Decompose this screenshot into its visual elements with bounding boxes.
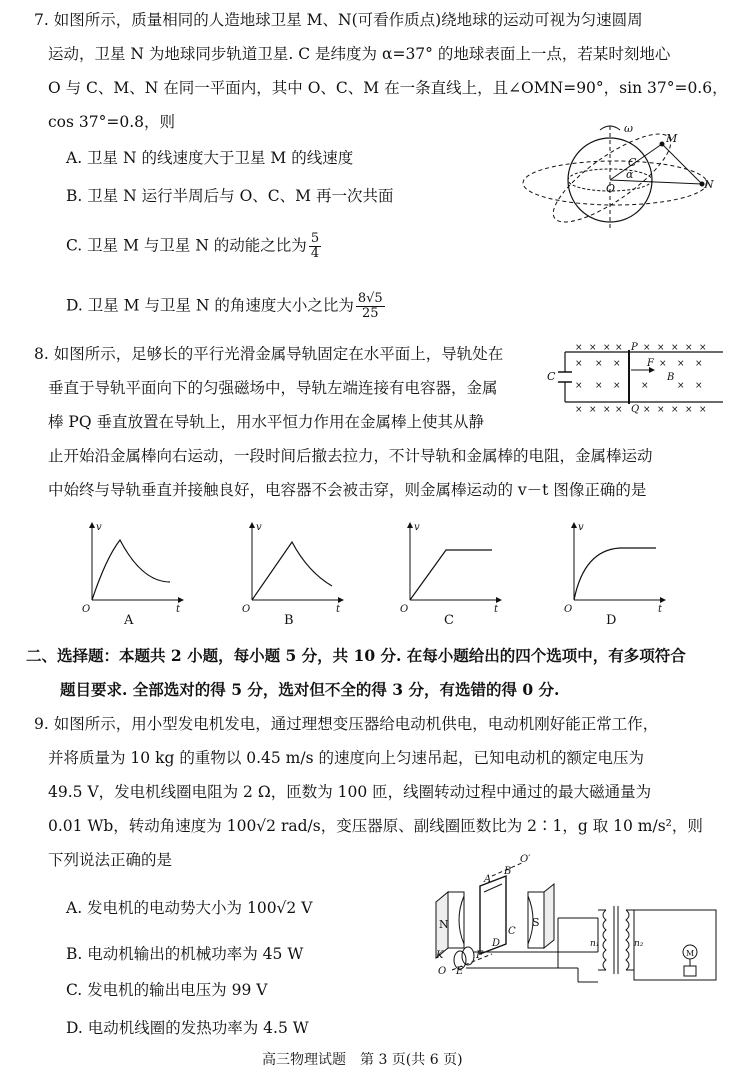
graph-c-label: C: [444, 613, 454, 628]
svg-text:×: ×: [589, 343, 597, 353]
q8-line-4: 止开始沿金属棒向右运动，一段时间后撤去拉力，不计导轨和金属棒的电阻，金属棒运动: [48, 447, 653, 465]
graph-a-curve: [92, 540, 170, 600]
svg-text:×: ×: [677, 381, 685, 391]
line-on: [610, 180, 702, 184]
q7-option-c-numerator: 5: [310, 231, 320, 246]
q7-option-c-text: C. 卫星 M 与卫星 N 的动能之比为: [66, 236, 307, 255]
label-k: K: [436, 950, 444, 961]
svg-text:×: ×: [671, 343, 679, 353]
graph-c-origin: O: [400, 604, 409, 615]
q9-line-3: 49.5 V，发电机线圈电阻为 2 Ω，匝数为 100 匝，线圈转动过程中通过的最大磁通量为: [48, 783, 652, 801]
m-label: M: [666, 132, 678, 145]
graph-a-label: A: [124, 613, 134, 628]
svg-text:×: ×: [699, 405, 707, 415]
q7-option-d-text: D. 卫星 M 与卫星 N 的角速度大小之比为: [66, 296, 354, 315]
n-label: N: [704, 178, 714, 191]
q9-line-4: 0.01 Wb，转动角速度为 100√2 rad/s，变压器原、副线圈匝数比为 2∶1，g 取 10 m/s²，则: [48, 817, 703, 835]
q7-line-2: 运动，卫星 N 为地球同步轨道卫星. C 是纬度为 α=37° 的地球表面上一点，若某时刻地心: [48, 45, 671, 63]
force-label: F: [647, 358, 654, 369]
label-n2: n₂: [634, 939, 644, 949]
weight: [684, 966, 696, 976]
q7-orbit-figure: [520, 120, 720, 230]
svg-text:×: ×: [575, 381, 583, 391]
capacitor-label: C: [547, 370, 556, 383]
orbit-m: [542, 120, 682, 236]
svg-text:×: ×: [695, 359, 703, 369]
svg-text:×: ×: [699, 343, 707, 353]
graph-b-v-label: v: [256, 522, 262, 533]
alpha-label: α: [626, 168, 634, 181]
label-a: A: [484, 874, 492, 885]
q7-option-a: A. 卫星 N 的线速度大于卫星 M 的线速度: [66, 149, 354, 167]
q7-option-d-fraction: [356, 292, 385, 321]
label-motor: M: [686, 949, 695, 958]
graph-b-label: B: [284, 613, 294, 628]
field-label: B: [667, 372, 675, 383]
q9-line-1: 9. 如图所示，用小型发电机发电，通过理想变压器给电动机供电，电动机刚好能正常工作，: [34, 715, 659, 733]
graph-b-curve: [252, 542, 332, 600]
graph-b-t-label: t: [336, 604, 341, 615]
graph-a-t-label: t: [176, 604, 181, 615]
label-o: O: [438, 966, 447, 977]
q9-line-2: 并将质量为 10 kg 的重物以 0.45 m/s 的速度向上匀速吊起，已知电动机的额定电压为: [48, 749, 644, 767]
q9-line-5: 下列说法正确的是: [48, 851, 173, 869]
svg-text:×: ×: [595, 359, 603, 369]
graph-d-curve: [574, 548, 656, 600]
q7-option-c-fraction: [309, 232, 321, 261]
label-n: N: [439, 918, 449, 931]
graph-b-origin: O: [242, 604, 251, 615]
graph-a-v-label: v: [96, 522, 102, 533]
svg-text:×: ×: [657, 343, 665, 353]
label-f: F: [476, 950, 483, 961]
svg-text:×: ×: [613, 359, 621, 369]
q7-line-4: cos 37°=0.8，则: [48, 113, 176, 131]
q-label: Q: [631, 404, 640, 415]
svg-text:×: ×: [575, 359, 583, 369]
q7-option-d-numerator: 8√5: [357, 291, 383, 306]
q8-line-5: 中始终与导轨垂直并接触良好，电容器不会被击穿，则金属棒运动的 v－t 图像正确的是: [48, 481, 647, 499]
graph-c-t-label: t: [494, 604, 499, 615]
label-b: B: [504, 866, 512, 877]
svg-text:×: ×: [603, 405, 611, 415]
label-e: E: [456, 966, 464, 977]
q9-option-b: B. 电动机输出的机械功率为 45 W: [66, 945, 304, 963]
page-footer: 高三物理试题 第 3 页(共 6 页): [262, 1052, 463, 1068]
graph-c-curve: [410, 550, 492, 600]
q7-option-d-denominator: 25: [362, 306, 379, 321]
svg-text:×: ×: [657, 405, 665, 415]
q8-line-1: 8. 如图所示，足够长的平行光滑金属导轨固定在水平面上，导轨处在: [34, 345, 504, 363]
svg-text:×: ×: [643, 343, 651, 353]
q7-option-d: [66, 292, 385, 321]
svg-text:×: ×: [575, 405, 583, 415]
graph-d-t-label: t: [658, 604, 663, 615]
svg-text:×: ×: [641, 381, 649, 391]
svg-text:×: ×: [643, 405, 651, 415]
svg-text:×: ×: [671, 405, 679, 415]
c-label: C: [628, 156, 637, 169]
secondary-coil: [626, 910, 629, 970]
svg-text:×: ×: [695, 381, 703, 391]
svg-text:×: ×: [659, 359, 667, 369]
q8-line-2: 垂直于导轨平面向下的匀强磁场中，导轨左端连接有电容器，金属: [48, 379, 498, 397]
q9-option-c: C. 发电机的输出电压为 99 V: [66, 981, 268, 999]
svg-text:×: ×: [575, 343, 583, 353]
label-c: C: [508, 926, 516, 937]
graph-b: [240, 520, 350, 630]
q8-rail-figure: [545, 344, 725, 420]
label-o-prime: O′: [520, 854, 531, 865]
slip-ring-1: [462, 947, 474, 965]
svg-text:×: ×: [615, 343, 623, 353]
svg-text:×: ×: [613, 381, 621, 391]
label-d: D: [492, 938, 501, 949]
line-mn: [662, 144, 702, 184]
svg-text:×: ×: [595, 381, 603, 391]
label-n1: n₁: [590, 939, 600, 949]
graph-d-origin: O: [564, 604, 573, 615]
graph-d: [562, 520, 672, 630]
q7-option-c: [66, 232, 321, 261]
q7-option-b: B. 卫星 N 运行半周后与 O、C、M 再一次共面: [66, 187, 394, 205]
q7-option-c-denominator: 4: [310, 246, 320, 261]
q9-option-d: D. 电动机线圈的发热功率为 4.5 W: [66, 1019, 309, 1037]
q9-circuit-figure: [428, 854, 728, 990]
graph-a-origin: O: [82, 604, 91, 615]
graph-d-label: D: [606, 613, 617, 628]
label-s: S: [532, 916, 540, 929]
q7-line-3: O 与 C、M、N 在同一平面内，其中 O、C、M 在一条直线上，且∠OMN=90°，sin 37°=0.6，: [48, 79, 728, 97]
graph-c-v-label: v: [414, 522, 420, 533]
graph-a: [80, 520, 190, 630]
graph-d-v-label: v: [578, 522, 584, 533]
omega-label: ω: [624, 122, 633, 135]
q7-line-1: 7. 如图所示，质量相同的人造地球卫星 M、N(可看作质点)绕地球的运动可视为匀速圆周: [34, 11, 643, 29]
primary-coil: [603, 910, 606, 970]
svg-text:×: ×: [603, 343, 611, 353]
satellite-m: [660, 142, 665, 147]
q8-line-3: 棒 PQ 垂直放置在导轨上，用水平恒力作用在金属棒上使其从静: [48, 413, 484, 431]
svg-text:×: ×: [615, 405, 623, 415]
graph-c: [398, 520, 508, 630]
o-label: O: [606, 182, 616, 195]
svg-text:×: ×: [685, 343, 693, 353]
svg-text:×: ×: [677, 359, 685, 369]
svg-text:×: ×: [685, 405, 693, 415]
section2-line-2: 题目要求. 全部选对的得 5 分，选对但不全的得 3 分，有选错的得 0 分.: [60, 680, 560, 699]
section2-line-1: 二、选择题：本题共 2 小题，每小题 5 分，共 10 分. 在每小题给出的四个选项中，有多项符合: [26, 646, 686, 665]
p-label: P: [631, 342, 638, 353]
q9-option-a: A. 发电机的电动势大小为 100√2 V: [66, 899, 313, 917]
svg-text:×: ×: [589, 405, 597, 415]
